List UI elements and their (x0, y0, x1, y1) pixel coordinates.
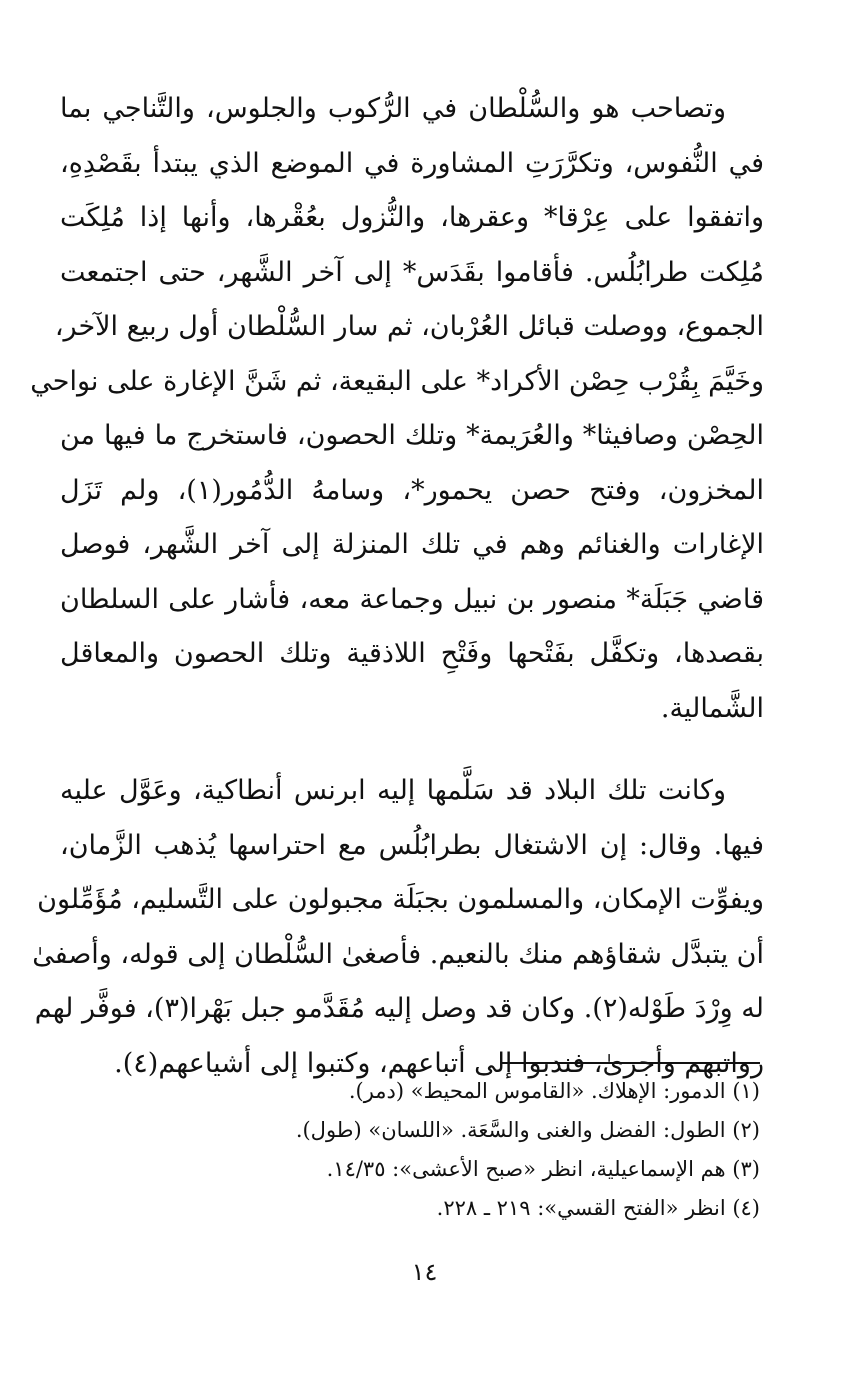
footnote-1: (١) الدمور: الإهلاك. «القاموس المحيط» (دمر). (348, 1079, 760, 1103)
text-line: وخَيَّمَ بِقُرْب حِصْن الأكراد* على البقيعة، ثم شَنَّ الإغارة على نواحي (30, 365, 764, 397)
footnote-3: (٣) هم الإسماعيلية، انظر «صبح الأعشى»: ١٤/٣٥. (326, 1157, 760, 1181)
paragraph-1 (30, 82, 765, 736)
text-line: له وِرْدَ طَوْله(٢). وكان قد وصل إليه مُقَدَّمو جبل بَهْرا(٣)، فوفَّر لهم (34, 993, 764, 1024)
footnote-2: (٢) الطول: الفضل والغنى والسَّعَة. «اللسان» (طول). (295, 1118, 760, 1142)
footnote-divider (502, 1062, 760, 1064)
text-line: رواتبهم وأجرىٰ، فندبوا إلى أتباعهم، وكتبوا إلى أشياعهم(٤). (114, 1047, 764, 1079)
text-line: قاضي جَبَلَة* منصور بن نبيل وجماعة معه، فأشار على السلطان (60, 583, 764, 615)
text-line: بقصدها، وتكفَّل بفَتْحها وفَتْحِ اللاذقية وتلك الحصون والمعاقل (60, 638, 764, 669)
footnotes (60, 1072, 760, 1228)
text-line: في النُّفوس، وتكرَّرَتِ المشاورة في الموضع الذي يبتدأ بقَصْدِهِ، (60, 147, 764, 179)
text-line: وتصاحب هو والسُّلْطان في الرُّكوب والجلوس، والتَّناجي بما (60, 93, 726, 124)
page-body (30, 82, 765, 1091)
paragraph-2 (32, 764, 764, 1091)
text-line: فيها. وقال: إن الاشتغال بطرابُلُس مع احتراسها يُذهب الزَّمان، (60, 829, 764, 861)
page-number: ١٤ (411, 1258, 438, 1286)
text-line: الشَّمالية. (660, 692, 764, 724)
text-line: واتفقوا على عِرْقا* وعقرها، والنُّزول بعُقْرها، وأنها إذا مُلِكَت (60, 202, 764, 233)
text-line: الحِصْن وصافيثا* والعُرَيمة* وتلك الحصون، فاستخرج ما فيها من (60, 420, 764, 451)
text-line: أن يتبدَّل شقاؤهم منك بالنعيم. فأصغىٰ السُّلْطان إلى قوله، وأصفىٰ (32, 938, 764, 970)
footnote-4: (٤) انظر «الفتح القسي»: ٢١٩ ـ ٢٢٨. (436, 1196, 760, 1220)
text-line: وكانت تلك البلاد قد سَلَّمها إليه ابرنس أنطاكية، وعَوَّل عليه (60, 775, 726, 806)
text-line: المخزون، وفتح حصن يحمور*، وسامهُ الدُّمُور(١)، ولم تَزَل (60, 474, 764, 506)
text-line: مُلِكت طرابُلُس. فأقاموا بقَدَس* إلى آخر الشَّهر، حتى اجتمعت (60, 256, 764, 288)
text-line: ويفوِّت الإمكان، والمسلمون بجبَلَة مجبولون على التَّسليم، مُؤَمِّلون (37, 884, 764, 915)
text-line: الإغارات والغنائم وهم في تلك المنزلة إلى آخر الشَّهر، فوصل (60, 529, 765, 560)
text-line: الجموع، ووصلت قبائل العُرْبان، ثم سار السُّلْطان أول ربيع الآخر، (54, 311, 764, 342)
